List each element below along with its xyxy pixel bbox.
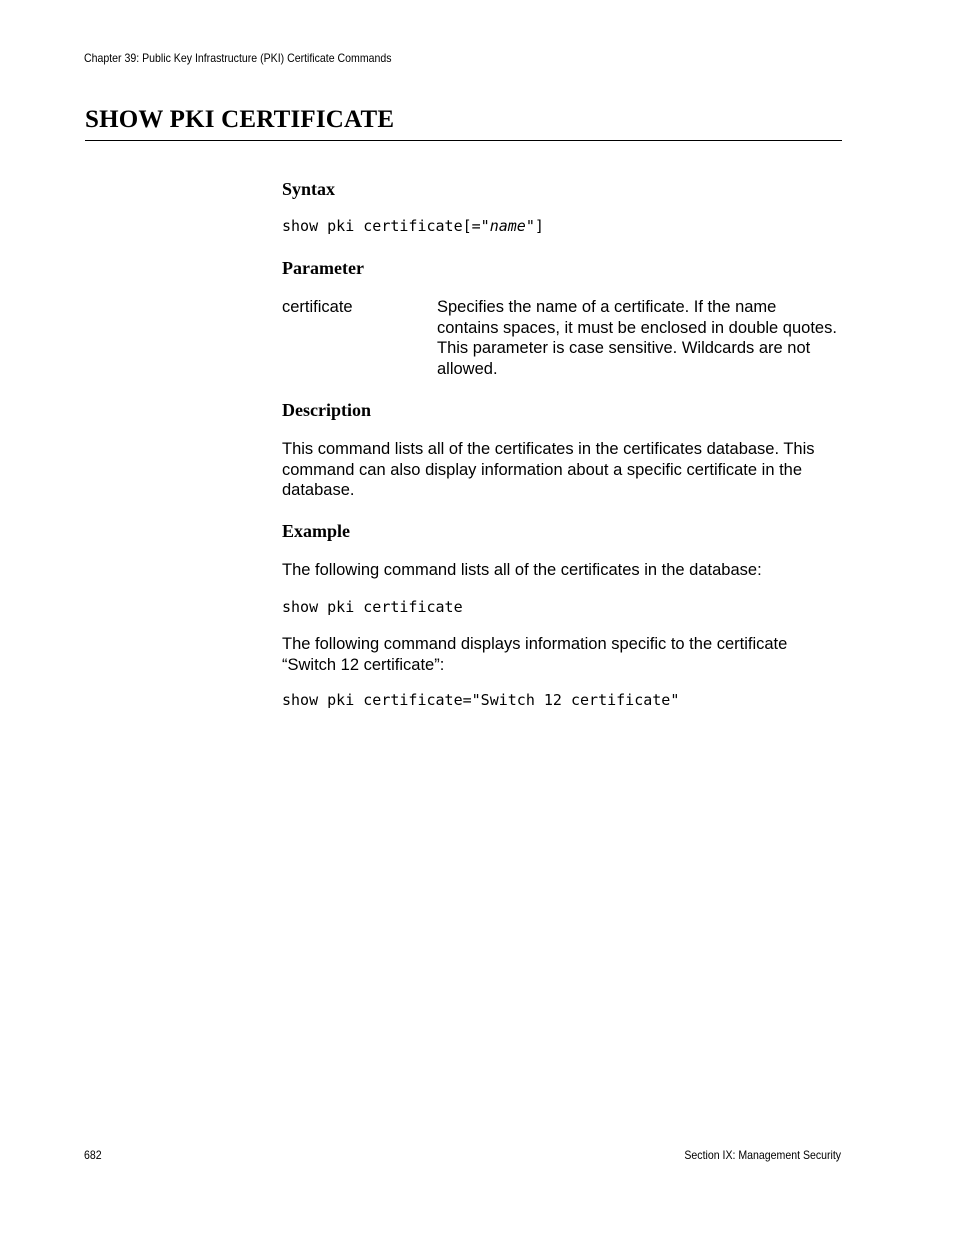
syntax-code-variable: name	[489, 217, 526, 235]
parameter-description: Specifies the name of a certificate. If the name contains spaces, it must be enclosed in double quotes. This parameter is case sensitive. Wildcards are not allowed.	[437, 298, 837, 378]
example-intro-1: The following command lists all of the certificates in the database:	[282, 561, 762, 579]
description-text: This command lists all of the certificates in the certificates database. This command can also display information about a specific certificate in the database.	[282, 440, 815, 499]
page-title: SHOW PKI CERTIFICATE	[85, 106, 395, 133]
description-heading: Description	[282, 400, 371, 420]
title-rule	[85, 140, 842, 141]
example-heading: Example	[282, 521, 351, 541]
parameter-name: certificate	[282, 298, 353, 316]
syntax-code	[282, 217, 544, 235]
syntax-code-suffix: "]	[525, 217, 544, 235]
example-code-2: show pki certificate="Switch 12 certificate"	[282, 691, 680, 709]
running-header: Chapter 39: Public Key Infrastructure (PKI) Certificate Commands	[84, 51, 392, 65]
example-intro-2: The following command displays information specific to the certificate “Switch 12 certificate”:	[282, 635, 788, 674]
syntax-code-prefix: show pki certificate[="	[282, 217, 490, 235]
syntax-heading: Syntax	[282, 179, 336, 199]
example-code-1: show pki certificate	[282, 598, 463, 616]
parameter-heading: Parameter	[282, 258, 364, 278]
footer-section: Section IX: Management Security	[684, 1148, 841, 1162]
page-number: 682	[84, 1148, 102, 1162]
